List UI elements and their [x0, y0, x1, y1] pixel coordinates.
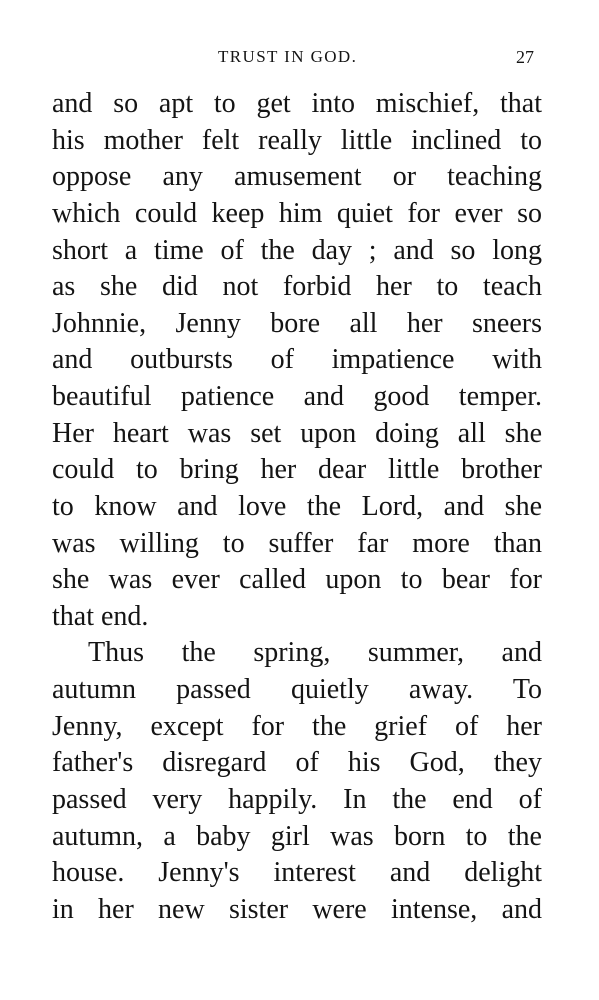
text-line: his mother felt really little inclined to: [52, 124, 542, 156]
running-header: [0, 46, 599, 72]
running-title: TRUST IN GOD.: [218, 47, 358, 66]
text-line: oppose any amusement or teaching: [52, 161, 542, 193]
text-line: was willing to suffer far more than: [52, 527, 542, 559]
text-line: to know and love the Lord, and she: [52, 490, 542, 522]
text-line: could to bring her dear little brother: [52, 454, 542, 486]
text-line: Her heart was set upon doing all she: [52, 417, 542, 449]
text-line: house. Jenny's interest and delight: [52, 857, 542, 889]
body-text: [52, 86, 542, 928]
text-line: as she did not forbid her to teach: [52, 271, 542, 303]
text-line: in her new sister were intense, and: [52, 893, 542, 925]
text-line: Johnnie, Jenny bore all her sneers: [52, 307, 542, 339]
text-line: she was ever called upon to bear for: [52, 564, 542, 596]
text-line: beautiful patience and good temper.: [52, 381, 542, 412]
text-line: short a time of the day ; and so long: [52, 234, 542, 266]
text-line: and outbursts of impatience with: [52, 344, 542, 376]
text-line: passed very happily. In the end of: [52, 783, 542, 815]
text-line: that end.: [52, 600, 149, 632]
text-line: Jenny, except for the grief of her: [52, 710, 542, 742]
text-line: father's disregard of his God, they: [52, 747, 542, 779]
text-line: autumn, a baby girl was born to the: [52, 820, 542, 852]
text-line: autumn passed quietly away. To: [52, 674, 542, 705]
page-number: 27: [516, 47, 534, 67]
text-line: and so apt to get into mischief, that: [52, 88, 542, 119]
text-line: Thus the spring, summer, and: [88, 637, 542, 669]
text-line: which could keep him quiet for ever so: [52, 197, 542, 229]
